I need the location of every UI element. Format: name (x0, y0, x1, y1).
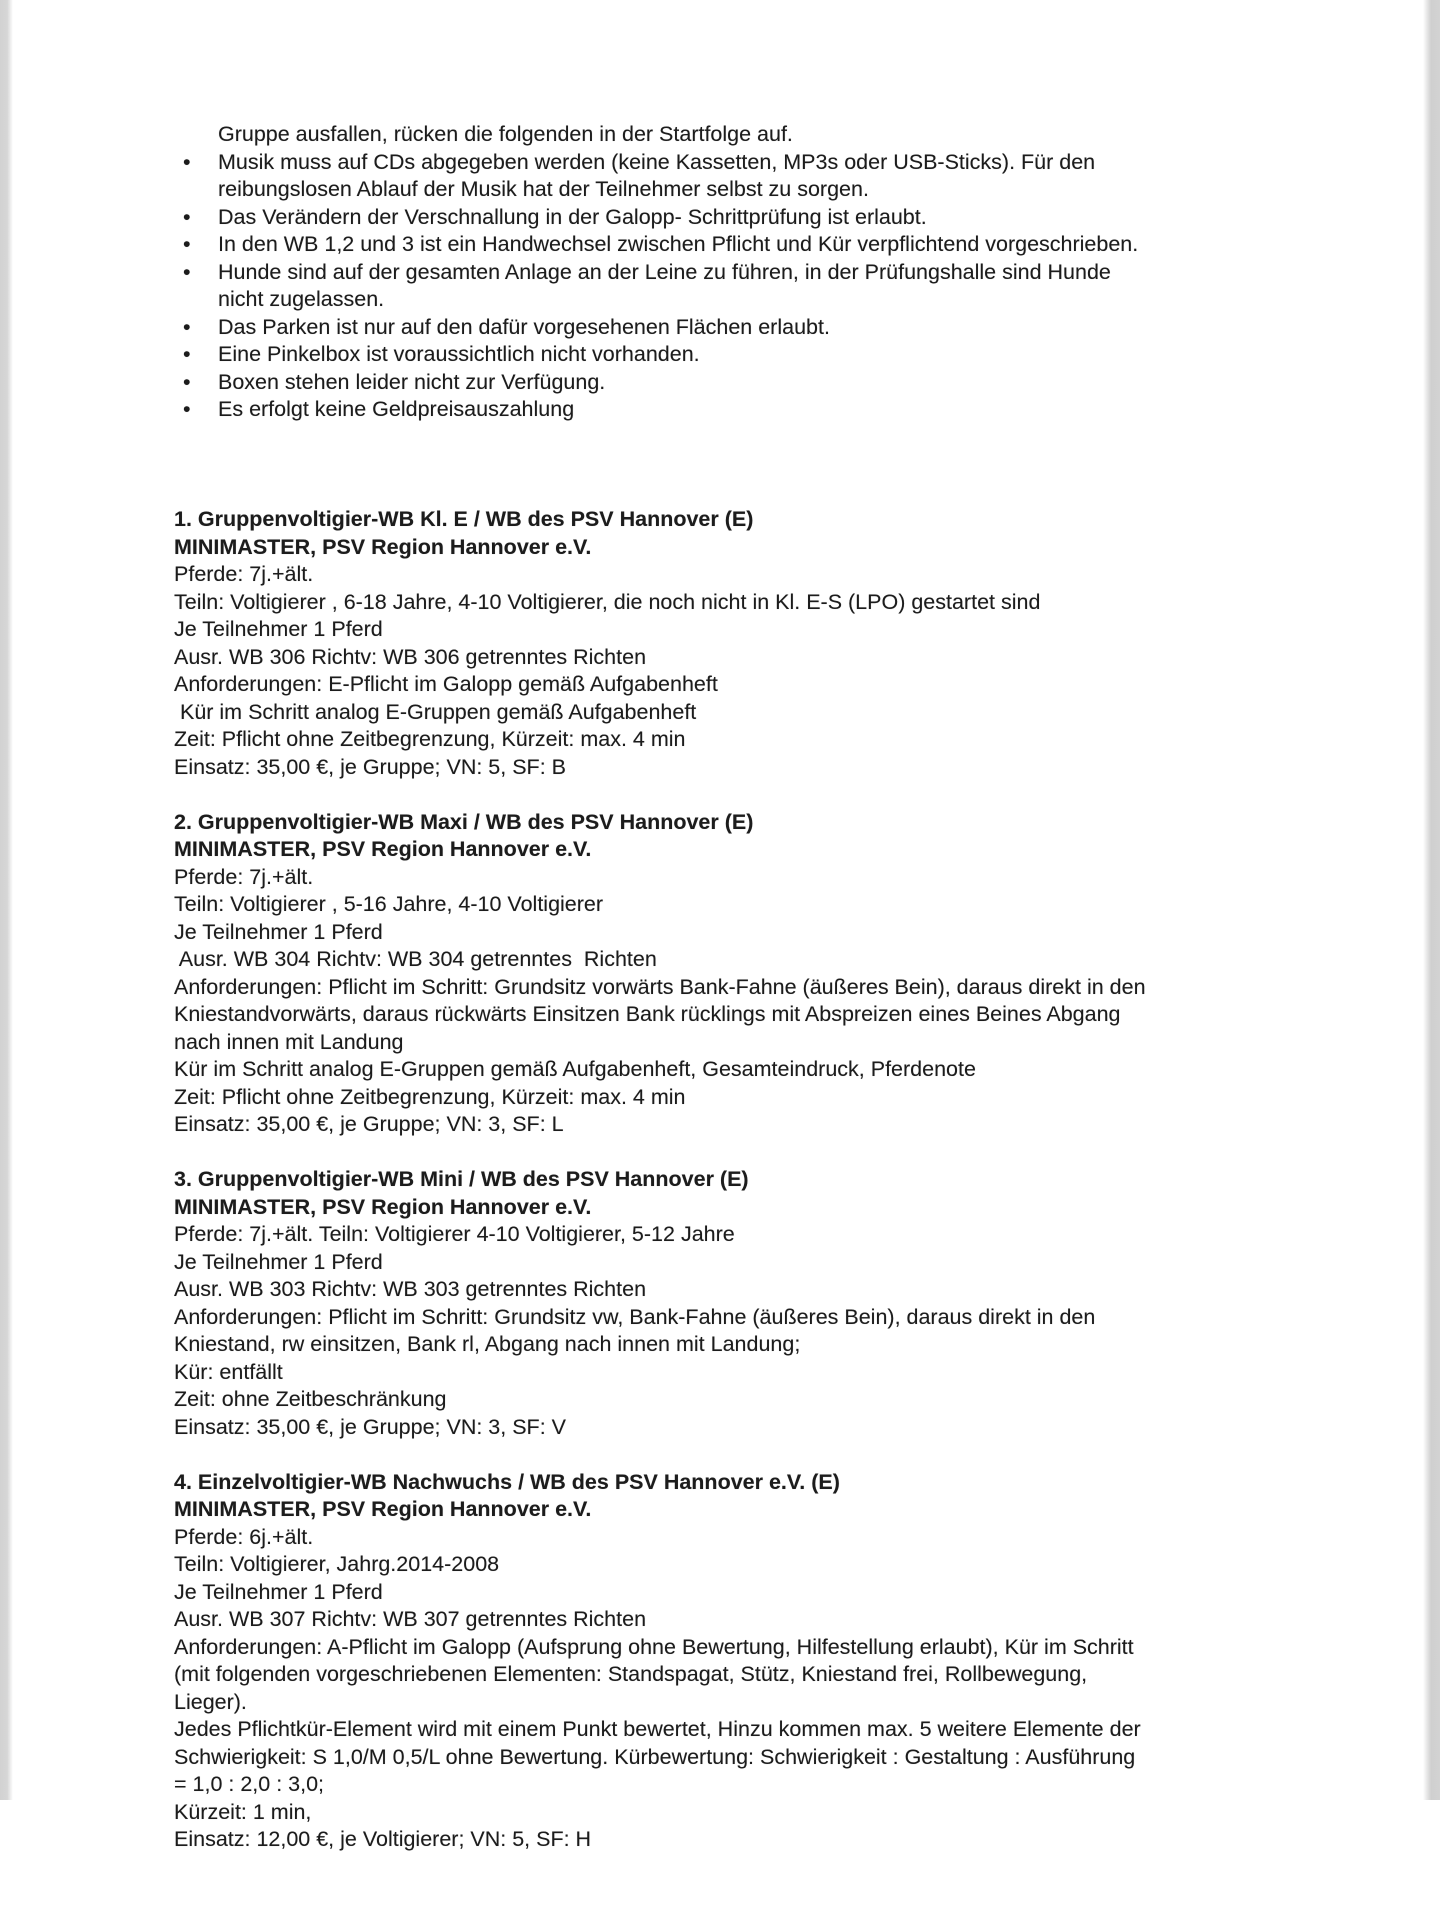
section-text-line: Einsatz: 12,00 €, je Voltigierer; VN: 5, SF: H (174, 1827, 592, 1851)
section-text-line: Je Teilnehmer 1 Pferd (174, 1249, 383, 1274)
section-text-line: Einsatz: 35,00 €, je Gruppe; VN: 5, SF: B (174, 754, 566, 779)
competition-section (174, 506, 1400, 781)
section-text-line: Kür im Schritt analog E-Gruppen gemäß Aufgabenheft, Gesamteindruck, Pferdenote (174, 1057, 976, 1081)
section-text-line: Kniestandvorwärts, daraus rückwärts Einsitzen Bank rücklings mit Abspreizen eines Beines Abgang (174, 1002, 1121, 1026)
section-text-line: Schwierigkeit: S 1,0/M 0,5/L ohne Bewertung. Kürbewertung: Schwierigkeit : Gestaltung : Ausführung (174, 1744, 1136, 1769)
section-text-line: Teiln: Voltigierer , 6-18 Jahre, 4-10 Voltigierer, die noch nicht in Kl. E-S (LPO) gestartet sind (174, 589, 1041, 614)
list-item (174, 121, 1400, 149)
section-text-line: (mit folgenden vorgeschriebenen Elementen: Standspagat, Stütz, Kniestand frei, Rollbewegung, (174, 1662, 1088, 1686)
section-text-line: Zeit: Pflicht ohne Zeitbegrenzung, Kürzeit: max. 4 min (174, 1084, 686, 1109)
section-text-line: Anforderungen: Pflicht im Schritt: Grundsitz vorwärts Bank-Fahne (äußeres Bein), daraus direkt in den (174, 974, 1146, 999)
section-text-line: Kniestand, rw einsitzen, Bank rl, Abgang nach innen mit Landung; (174, 1332, 801, 1356)
section-text-line: Teiln: Voltigierer, Jahrg.2014-2008 (174, 1552, 500, 1576)
document-content (174, 66, 1400, 1909)
section-text-line: Kür: entfällt (174, 1359, 283, 1384)
section-subtitle: MINIMASTER, PSV Region Hannover e.V. (174, 534, 592, 559)
section-text-line: Zeit: Pflicht ohne Zeitbegrenzung, Kürzeit: max. 4 min (174, 727, 686, 751)
section-text-line: Pferde: 7j.+ält. (174, 864, 314, 889)
section-text-line: Zeit: ohne Zeitbeschränkung (174, 1387, 447, 1411)
list-item (174, 314, 1400, 342)
list-item (174, 259, 1400, 314)
section-text-line: Anforderungen: A-Pflicht im Galopp (Aufsprung ohne Bewertung, Hilfestellung erlaubt), Kür im Schritt (174, 1634, 1134, 1659)
list-item (174, 231, 1400, 259)
list-item-text-line: Hunde sind auf der gesamten Anlage an der Leine zu führen, in der Prüfungshalle sind Hunde (218, 259, 1111, 284)
section-text-line: Anforderungen: E-Pflicht im Galopp gemäß Aufgabenheft (174, 672, 718, 696)
bullet-icon: • (183, 204, 191, 229)
list-item (174, 341, 1400, 369)
bullet-icon: • (183, 342, 191, 366)
general-rules-list (174, 121, 1400, 424)
list-item-text-line: Das Verändern der Verschnallung in der Galopp- Schrittprüfung ist erlaubt. (218, 204, 927, 229)
list-item-text-line: Das Parken ist nur auf den dafür vorgesehenen Flächen erlaubt. (218, 314, 830, 339)
section-subtitle: MINIMASTER, PSV Region Hannover e.V. (174, 1497, 592, 1521)
bullet-icon: • (183, 149, 191, 174)
section-text-line: Ausr. WB 306 Richtv: WB 306 getrenntes Richten (174, 644, 647, 669)
section-text-line: Kürzeit: 1 min, (174, 1799, 312, 1824)
bullet-icon: • (183, 259, 191, 284)
bullet-icon: • (183, 369, 191, 394)
section-text-line: Jedes Pflichtkür-Element wird mit einem Punkt bewertet, Hinzu kommen max. 5 weitere Elemente der (174, 1717, 1141, 1741)
section-text-line: nach innen mit Landung (174, 1029, 404, 1054)
competition-section (174, 1469, 1400, 1854)
competition-sections (174, 506, 1400, 1854)
section-subtitle: MINIMASTER, PSV Region Hannover e.V. (174, 1194, 592, 1219)
section-text-line: Ausr. WB 304 Richtv: WB 304 getrenntes Richten (174, 947, 657, 971)
section-text-line: Kür im Schritt analog E-Gruppen gemäß Aufgabenheft (174, 699, 697, 724)
section-text-line: Teiln: Voltigierer , 5-16 Jahre, 4-10 Voltigierer (174, 892, 604, 916)
section-text-line: Je Teilnehmer 1 Pferd (174, 1579, 383, 1604)
bullet-icon: • (183, 314, 191, 339)
bullet-icon: • (183, 232, 191, 256)
section-text-line: Anforderungen: Pflicht im Schritt: Grundsitz vw, Bank-Fahne (äußeres Bein), daraus direkt in den (174, 1304, 1096, 1329)
section-title: 4. Einzelvoltigier-WB Nachwuchs / WB des PSV Hannover e.V. (E) (174, 1469, 840, 1494)
section-text-line: = 1,0 : 2,0 : 3,0; (174, 1772, 325, 1796)
list-item-text-line: nicht zugelassen. (218, 287, 385, 311)
list-item-text-line: Boxen stehen leider nicht zur Verfügung. (218, 369, 606, 394)
list-item-text-line: Gruppe ausfallen, rücken die folgenden in der Startfolge auf. (218, 122, 793, 146)
list-item (174, 149, 1400, 204)
section-text-line: Ausr. WB 303 Richtv: WB 303 getrenntes Richten (174, 1277, 647, 1301)
section-title: 2. Gruppenvoltigier-WB Maxi / WB des PSV Hannover (E) (174, 809, 754, 834)
list-item (174, 396, 1400, 424)
list-item (174, 369, 1400, 397)
list-item-text-line: reibungslosen Ablauf der Musik hat der Teilnehmer selbst zu sorgen. (218, 177, 869, 201)
section-text-line: Je Teilnehmer 1 Pferd (174, 617, 383, 641)
section-text-line: Pferde: 7j.+ält. (174, 562, 314, 586)
competition-section (174, 1166, 1400, 1441)
section-text-line: Ausr. WB 307 Richtv: WB 307 getrenntes Richten (174, 1607, 647, 1631)
section-text-line: Einsatz: 35,00 €, je Gruppe; VN: 3, SF: L (174, 1112, 564, 1136)
list-item-text-line: Eine Pinkelbox ist voraussichtlich nicht vorhanden. (218, 342, 700, 366)
section-subtitle: MINIMASTER, PSV Region Hannover e.V. (174, 837, 592, 861)
list-item-text-line: Es erfolgt keine Geldpreisauszahlung (218, 397, 575, 421)
section-text-line: Lieger). (174, 1689, 247, 1714)
section-title: 1. Gruppenvoltigier-WB Kl. E / WB des PSV Hannover (E) (174, 507, 754, 531)
section-text-line: Einsatz: 35,00 €, je Gruppe; VN: 3, SF: V (174, 1414, 566, 1439)
viewer-gutter-left (0, 0, 13, 1800)
list-item (174, 204, 1400, 232)
viewer-gutter-right (1423, 0, 1440, 1800)
section-text-line: Pferde: 6j.+ält. (174, 1524, 314, 1549)
section-text-line: Je Teilnehmer 1 Pferd (174, 919, 383, 944)
list-item-text-line: Musik muss auf CDs abgegeben werden (keine Kassetten, MP3s oder USB-Sticks). Für den (218, 149, 1096, 174)
section-text-line: Pferde: 7j.+ält. Teiln: Voltigierer 4-10 Voltigierer, 5-12 Jahre (174, 1222, 735, 1246)
bullet-icon: • (183, 397, 191, 421)
competition-section (174, 809, 1400, 1139)
section-title: 3. Gruppenvoltigier-WB Mini / WB des PSV Hannover (E) (174, 1167, 749, 1191)
list-item-text-line: In den WB 1,2 und 3 ist ein Handwechsel zwischen Pflicht und Kür verpflichtend vorgeschrieben. (218, 232, 1139, 256)
